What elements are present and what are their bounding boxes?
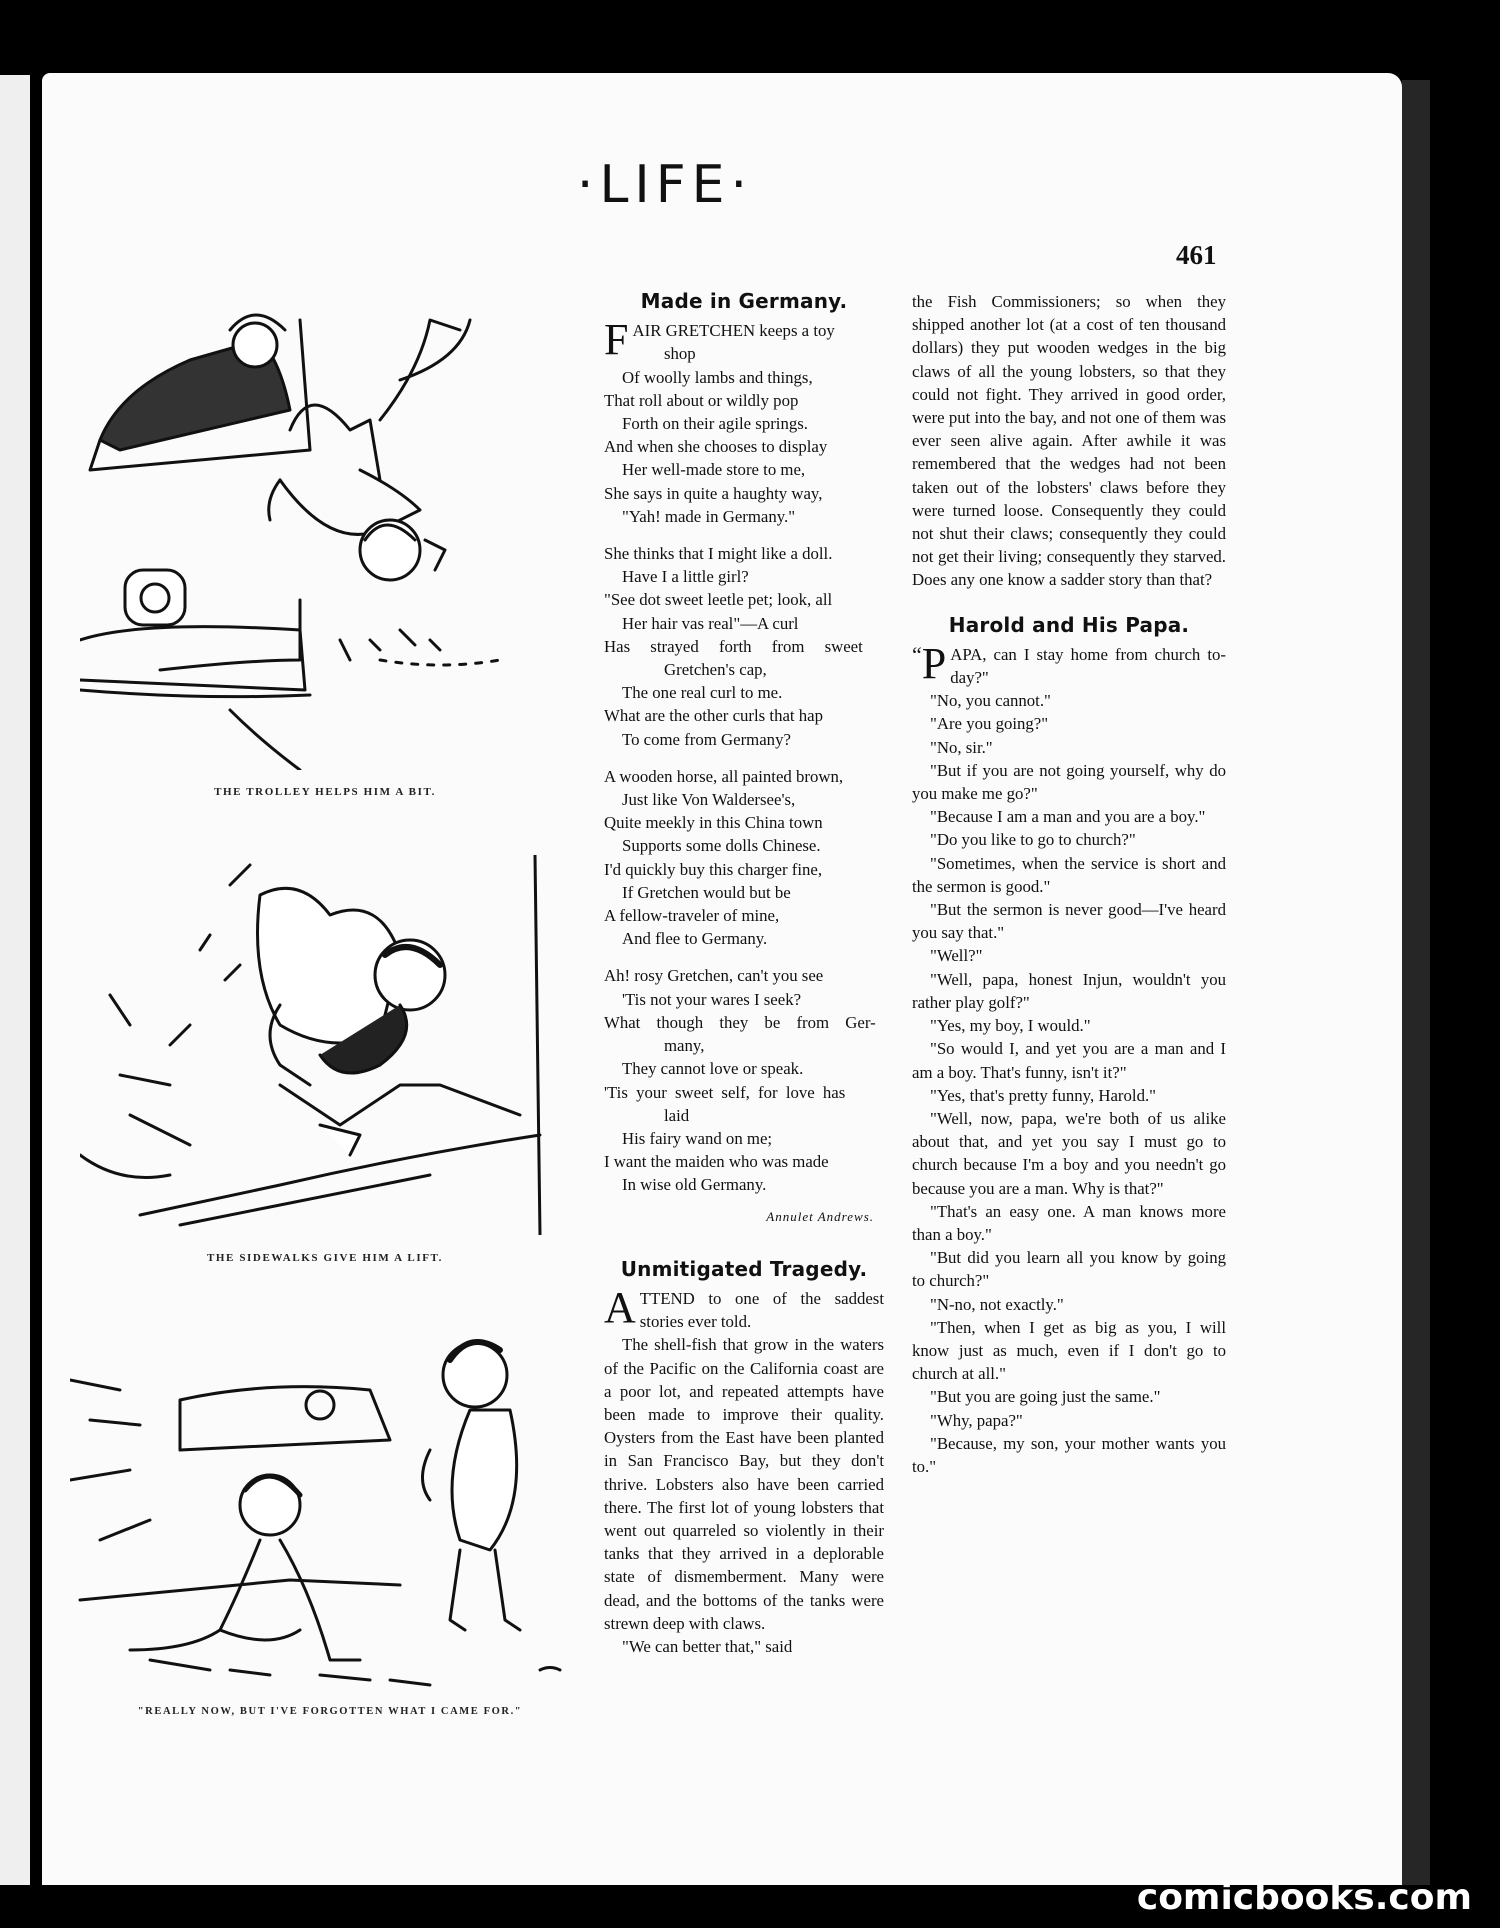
tragedy-intro-text: TTEND to one of the saddest stories ever told. <box>639 1288 884 1332</box>
poem-line: Gretchen's cap, <box>664 660 767 680</box>
page-number: 461 <box>1176 240 1217 270</box>
poem-line: Has strayed forth from sweet <box>604 636 863 656</box>
poem-stanza <box>604 542 884 751</box>
harold-dialogue-line: "No, you cannot." <box>930 691 1051 711</box>
cartoon-caption: "REALLY NOW, BUT I'VE FORGOTTEN WHAT I CAME FOR." <box>137 1706 523 1717</box>
poem-line: They cannot love or speak. <box>622 1059 804 1079</box>
poem-line: shop <box>664 344 696 364</box>
poem-line: In wise old Germany. <box>622 1175 767 1195</box>
harold-dialogue-line: "Yes, my boy, I would." <box>930 1016 1091 1036</box>
poem-line: And when she chooses to display <box>604 437 828 457</box>
cartoon-caption: THE SIDEWALKS GIVE HIM A LIFT. <box>206 1252 444 1264</box>
harold-dialogue-line: "Because, my son, your mother wants you to." <box>912 1433 1226 1476</box>
harold-dialogue-line: "So would I, and yet you are a man and I am a boy. That's funny, isn't it?" <box>912 1039 1226 1082</box>
poem-line: laid <box>664 1105 690 1125</box>
harold-dropcap: P <box>921 638 947 688</box>
poem-stanza <box>604 342 884 528</box>
poem-line: She thinks that I might like a doll. <box>604 544 833 564</box>
poem-line: "Yah! made in Germany." <box>622 506 796 526</box>
harold-dialogue-line: "But if you are not going yourself, why do you make me go?" <box>912 760 1226 804</box>
harold-dialogue-line: "But the sermon is never good—I've heard you say that." <box>912 900 1226 943</box>
poem-line: His fairy wand on me; <box>622 1128 773 1148</box>
poem-line: A fellow-traveler of mine, <box>604 906 780 926</box>
tragedy-intro <box>604 1282 884 1333</box>
harold-dialogue <box>912 689 1226 1478</box>
harold-open-quote: “ <box>912 641 922 667</box>
page-gutter <box>30 75 42 1885</box>
poem-line: Have I a little girl? <box>622 567 749 587</box>
harold-dialogue-line: "Well?" <box>930 946 983 966</box>
poem-line: Forth on their agile springs. <box>622 414 808 434</box>
poem-line: Her well-made store to me, <box>622 460 806 480</box>
harold-dialogue-line: "Do you like to go to church?" <box>930 830 1136 850</box>
poem-line: She says in quite a haughty way, <box>604 483 823 503</box>
poem-title: Made in Germany. <box>640 289 848 313</box>
harold-opening-text: APA, can I stay home from church to-day?" <box>950 644 1226 688</box>
book-edge <box>1402 80 1430 1885</box>
poem-line: Quite meekly in this China town <box>604 813 823 833</box>
harold-dialogue-line: "N-no, not exactly." <box>930 1294 1064 1314</box>
poem-line: To come from Germany? <box>622 729 791 749</box>
cartoon-caption: THE TROLLEY HELPS HIM A BIT. <box>214 786 436 798</box>
tragedy-title: Unmitigated Tragedy. <box>620 1256 868 1281</box>
poem-line: Just like Von Waldersee's, <box>622 790 796 810</box>
harold-dialogue-line: "But did you learn all you know by going to church?" <box>912 1248 1226 1291</box>
tragedy-paragraph: "We can better that," said <box>622 1636 793 1656</box>
harold-dialogue-line: "That's an easy one. A man knows more than a boy." <box>912 1201 1226 1244</box>
poem-author: Annulet Andrews. <box>766 1208 874 1224</box>
poem-first-line-text: AIR GRETCHEN keeps a toy <box>632 321 835 341</box>
harold-dialogue-line: "Why, papa?" <box>930 1410 1023 1430</box>
tragedy-dropcap: A <box>604 1282 636 1332</box>
harold-opening <box>912 638 1226 689</box>
poem-line: 'Tis your sweet self, for love has <box>604 1082 846 1102</box>
poem-line: What though they be from Ger- <box>604 1012 876 1032</box>
poem-line: What are the other curls that hap <box>604 706 823 726</box>
poem-line: many, <box>664 1036 705 1056</box>
harold-dialogue-line: "Yes, that's pretty funny, Harold." <box>930 1085 1157 1105</box>
masthead-title: ·LIFE· <box>576 155 754 215</box>
poem-line: Of woolly lambs and things, <box>622 367 813 387</box>
harold-dialogue-line: "Are you going?" <box>930 714 1049 734</box>
poem-line: The one real curl to me. <box>622 683 783 703</box>
poem-line: Her hair vas real"—A curl <box>622 613 799 633</box>
harold-title: Harold and His Papa. <box>948 612 1190 637</box>
poem-stanza <box>604 964 884 1196</box>
poem-line: If Gretchen would but be <box>622 882 791 902</box>
poem-line: Supports some dolls Chinese. <box>622 836 821 856</box>
harold-dialogue-line: "Then, when I get as big as you, I will know just as much, even if I don't go to church at all." <box>912 1317 1226 1384</box>
poem-line: 'Tis not your wares I seek? <box>622 989 802 1009</box>
poem-stanza <box>604 765 884 951</box>
middle-column <box>604 290 884 1658</box>
cartoon-forgotten-illustration <box>70 1330 570 1710</box>
cartoon-sidewalk-illustration <box>80 855 560 1235</box>
harold-dialogue-line: "Sometimes, when the service is short and the sermon is good." <box>912 853 1226 896</box>
cartoon-trolley-illustration <box>80 300 560 770</box>
poem-line: Ah! rosy Gretchen, can't you see <box>604 966 824 986</box>
adjacent-page-edge <box>0 75 30 1885</box>
poem-dropcap: F <box>604 315 629 365</box>
poem-line: A wooden horse, all painted brown, <box>604 766 844 786</box>
harold-dialogue-line: "Well, now, papa, we're both of us alike about that, and yet you say I must go to church because I'm a boy and you needn't go because you are a man. Why is that?" <box>912 1108 1226 1198</box>
tragedy-continuation: the Fish Commissioners; so when they shipped another lot (at a cost of ten thousand dollars) they put wooden wedges in the big claws of all the young lobsters, so that they could not fight. They arrived in good order, were put into the bay, and not one of them was ever seen alive again. After awhile it was remembered that the wedges had not been taken out of the lobsters' claws before they were turned loose. Consequently they could not shut their claws; consequently they could not get their living; consequently they starved. Does any one know a sadder story than that? <box>912 292 1226 590</box>
harold-dialogue-line: "But you are going just the same." <box>930 1387 1161 1407</box>
poem-line: I'd quickly buy this charger fine, <box>604 859 823 879</box>
poem-line: "See dot sweet leetle pet; look, all <box>604 590 833 610</box>
poem-line: And flee to Germany. <box>622 929 768 949</box>
harold-dialogue-line: "No, sir." <box>930 737 993 757</box>
harold-dialogue-line: "Well, papa, honest Injun, wouldn't you rather play golf?" <box>912 969 1226 1012</box>
poem-line: That roll about or wildly pop <box>604 390 799 410</box>
poem-line: I want the maiden who was made <box>604 1152 829 1172</box>
harold-dialogue-line: "Because I am a man and you are a boy." <box>930 807 1206 827</box>
tragedy-paragraph: The shell-fish that grow in the waters of the Pacific on the California coast are a poor lot, and repeated attempts have been made to improve their quality. Oysters from the East have been planted in San Francisco Bay, but they don't thrive. Lobsters also have been carried there. The first lot of young lobsters that went out quarreled so violently in their tanks that they arrived in a deplorable state of dismemberment. Many were dead, and the bottoms of the tanks were strewn deep with claws. <box>604 1335 884 1633</box>
right-column <box>912 290 1226 1478</box>
watermark: comicbooks.com <box>1136 1877 1472 1918</box>
